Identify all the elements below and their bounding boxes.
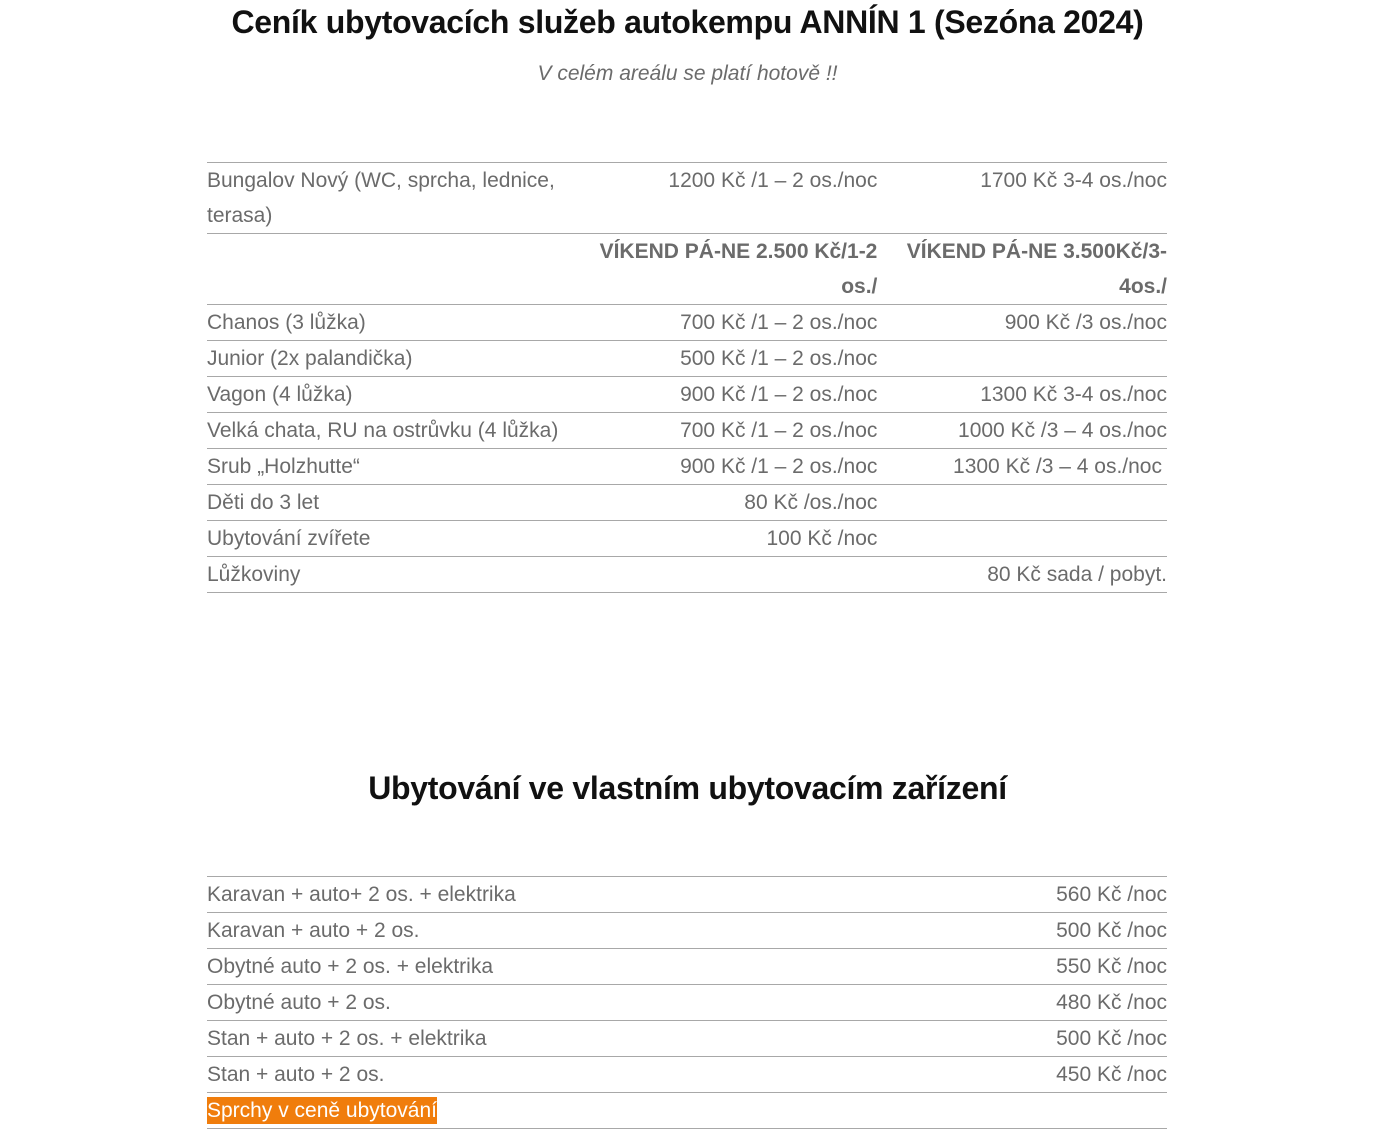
row-name: Vagon (4 lůžka) [207, 377, 565, 413]
table-row [207, 949, 1167, 985]
row-name: Stan + auto + 2 os. + elektrika [207, 1021, 913, 1057]
row-price-1: 900 Kč /1 – 2 os./noc [565, 449, 877, 485]
row-name: Karavan + auto+ 2 os. + elektrika [207, 877, 913, 913]
row-name: Karavan + auto + 2 os. [207, 913, 913, 949]
table-row [207, 485, 1167, 521]
row-price-1: 1200 Kč /1 – 2 os./noc [565, 163, 877, 234]
row-price: 450 Kč /noc [913, 1057, 1167, 1093]
table-row [207, 985, 1167, 1021]
row-price: 500 Kč /noc [913, 913, 1167, 949]
row-price: 560 Kč /noc [913, 877, 1167, 913]
row-price-1: 700 Kč /1 – 2 os./noc [565, 305, 877, 341]
weekend-price-1: VÍKEND PÁ-NE 2.500 Kč/1-2 os./ [565, 234, 877, 305]
row-name: Obytné auto + 2 os. [207, 985, 913, 1021]
table-row [207, 163, 1167, 234]
accommodation-price-table [207, 162, 1167, 593]
row-price-2 [877, 485, 1167, 521]
row-price-2: 1300 Kč /3 – 4 os./noc [877, 449, 1167, 485]
table-row [207, 1057, 1167, 1093]
table-row [207, 234, 1167, 305]
row-name: Junior (2x palandička) [207, 341, 565, 377]
table-row [207, 557, 1167, 593]
row-price-2 [877, 521, 1167, 557]
row-name: Srub „Holzhutte“ [207, 449, 565, 485]
row-name: Děti do 3 let [207, 485, 565, 521]
row-price-2: 900 Kč /3 os./noc [877, 305, 1167, 341]
table-row [207, 1093, 1167, 1129]
row-name [207, 234, 565, 305]
table-row [207, 413, 1167, 449]
row-price-2 [877, 341, 1167, 377]
own-equipment-price-table [207, 876, 1167, 1129]
table-row [207, 449, 1167, 485]
page-title: Ceník ubytovacích služeb autokempu ANNÍN 1 (Sezóna 2024) [231, 4, 1144, 40]
section-title: Ubytování ve vlastním ubytovacím zařízení [368, 770, 1007, 806]
row-price: 500 Kč /noc [913, 1021, 1167, 1057]
row-price-1: 900 Kč /1 – 2 os./noc [565, 377, 877, 413]
row-price-1: 500 Kč /1 – 2 os./noc [565, 341, 877, 377]
row-name: Obytné auto + 2 os. + elektrika [207, 949, 913, 985]
row-price: 480 Kč /noc [913, 985, 1167, 1021]
weekend-price-2: VÍKEND PÁ-NE 3.500Kč/3-4os./ [877, 234, 1167, 305]
row-price-2: 80 Kč sada / pobyt. [877, 557, 1167, 593]
row-price-2: 1300 Kč 3-4 os./noc [877, 377, 1167, 413]
showers-included-note: Sprchy v ceně ubytování [207, 1099, 437, 1122]
row-name: Stan + auto + 2 os. [207, 1057, 913, 1093]
row-price-1: 100 Kč /noc [565, 521, 877, 557]
table-row [207, 913, 1167, 949]
table-row [207, 1021, 1167, 1057]
showers-note-cell [207, 1093, 1167, 1129]
row-price-1: 80 Kč /os./noc [565, 485, 877, 521]
row-name: Ubytování zvířete [207, 521, 565, 557]
row-price: 550 Kč /noc [913, 949, 1167, 985]
row-name: Velká chata, RU na ostrůvku (4 lůžka) [207, 413, 565, 449]
table-row [207, 341, 1167, 377]
table-row [207, 521, 1167, 557]
row-price-1: 700 Kč /1 – 2 os./noc [565, 413, 877, 449]
table-row [207, 305, 1167, 341]
payment-note: V celém areálu se platí hotově !! [537, 62, 838, 85]
row-price-2: 1700 Kč 3-4 os./noc [877, 163, 1167, 234]
table-row [207, 877, 1167, 913]
row-name: Lůžkoviny [207, 557, 565, 593]
row-price-1 [565, 557, 877, 593]
row-price-2: 1000 Kč /3 – 4 os./noc [877, 413, 1167, 449]
row-name: Chanos (3 lůžka) [207, 305, 565, 341]
row-name: Bungalov Nový (WC, sprcha, lednice, terasa) [207, 163, 565, 234]
table-row [207, 377, 1167, 413]
